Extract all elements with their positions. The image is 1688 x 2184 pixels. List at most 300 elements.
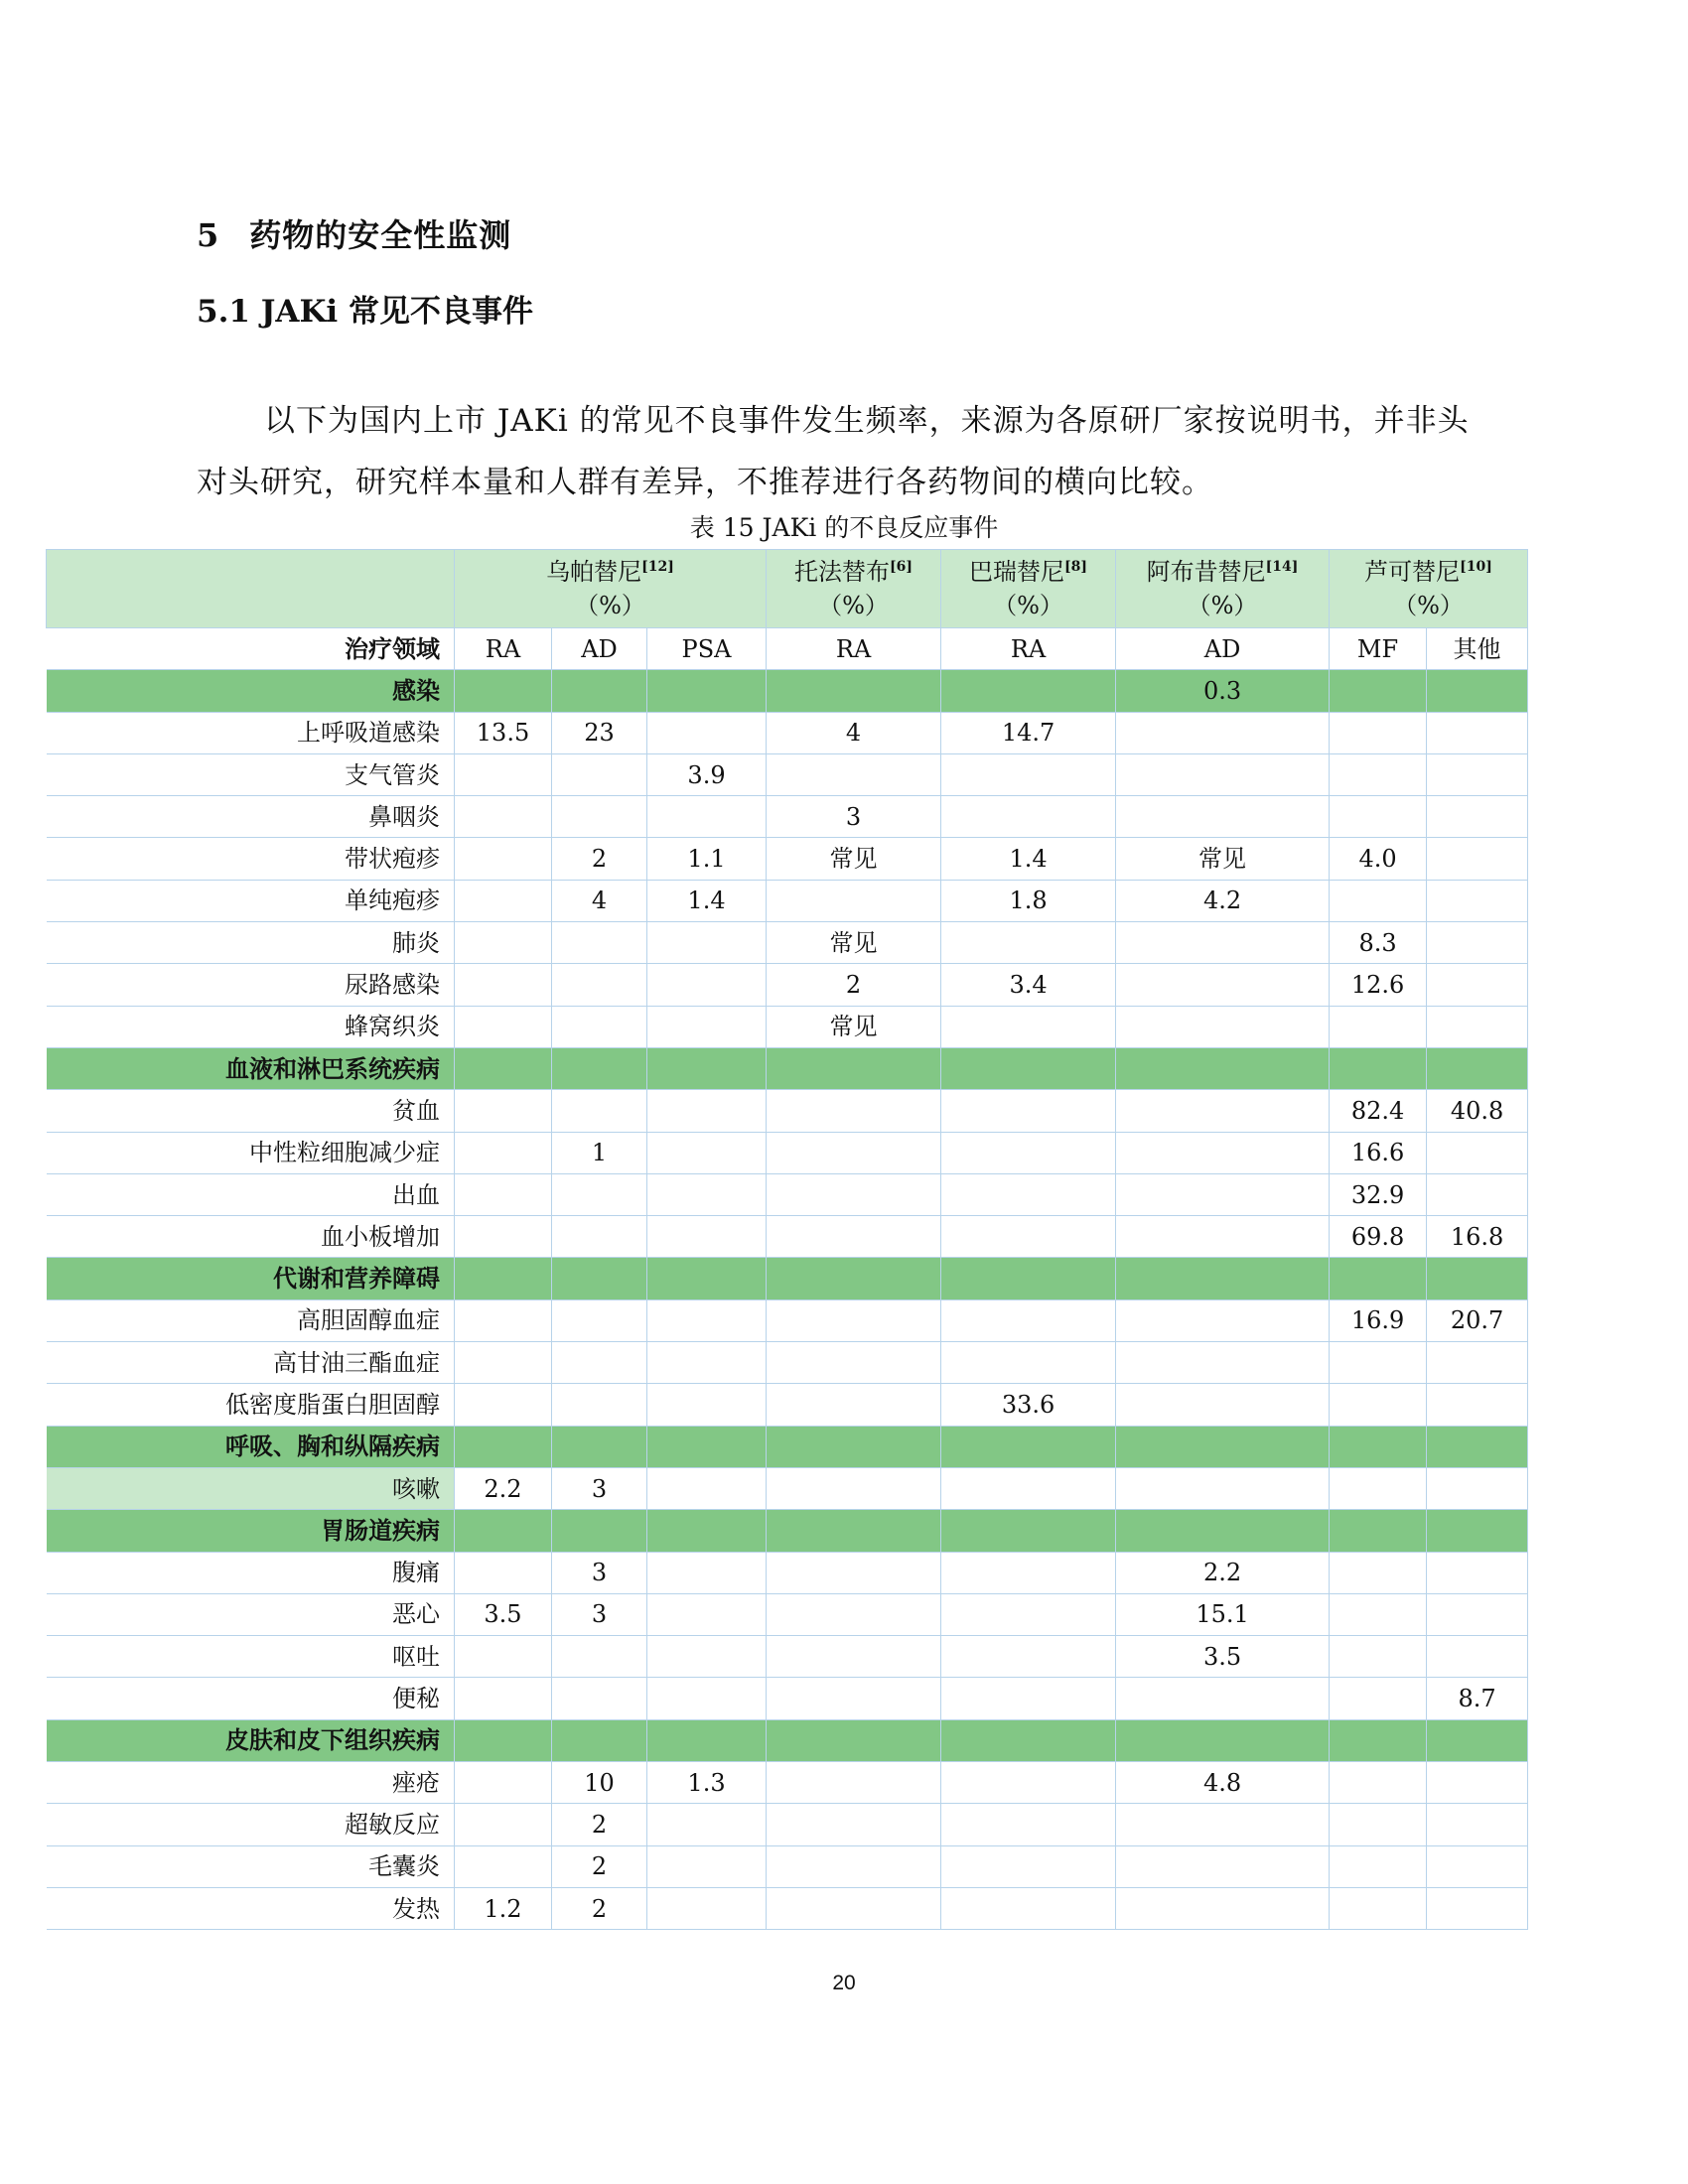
table-cell bbox=[941, 1090, 1116, 1132]
table-cell bbox=[1330, 1384, 1427, 1426]
table-cell bbox=[1427, 712, 1528, 753]
table-cell: 40.8 bbox=[1427, 1090, 1528, 1132]
table-cell bbox=[941, 1719, 1116, 1761]
drug-header-cell bbox=[767, 550, 941, 628]
table-cell bbox=[455, 1762, 552, 1804]
indication-row bbox=[47, 628, 1528, 670]
table-cell bbox=[647, 922, 767, 964]
table-cell bbox=[647, 964, 767, 1006]
drug-reference: [6] bbox=[890, 559, 914, 575]
table-cell bbox=[1427, 796, 1528, 838]
table-cell bbox=[647, 1342, 767, 1384]
table-cell bbox=[455, 1510, 552, 1552]
table-cell bbox=[941, 1845, 1116, 1887]
table-cell bbox=[1330, 712, 1427, 753]
table-cell bbox=[1427, 922, 1528, 964]
table-row bbox=[47, 753, 1528, 795]
table-cell bbox=[647, 712, 767, 753]
drug-name: 巴瑞替尼 bbox=[969, 558, 1065, 586]
table-row bbox=[47, 1132, 1528, 1173]
table-cell bbox=[552, 1090, 647, 1132]
table-row bbox=[47, 922, 1528, 964]
category-row bbox=[47, 1258, 1528, 1299]
indication-label: 治疗领域 bbox=[47, 628, 455, 670]
table-cell: 4 bbox=[552, 880, 647, 921]
section-title: 药物的安全性监测 bbox=[249, 216, 512, 254]
table-cell bbox=[941, 1006, 1116, 1047]
table-cell bbox=[1116, 1845, 1330, 1887]
table-cell bbox=[1116, 1342, 1330, 1384]
table-cell: 4.2 bbox=[1116, 880, 1330, 921]
table-row bbox=[47, 1384, 1528, 1426]
table-cell bbox=[1427, 1173, 1528, 1215]
category-row bbox=[47, 670, 1528, 712]
drug-header-row bbox=[47, 550, 1528, 628]
row-label: 中性粒细胞减少症 bbox=[47, 1132, 455, 1173]
table-cell bbox=[1427, 670, 1528, 712]
table-cell bbox=[1427, 1552, 1528, 1593]
table-cell bbox=[767, 1762, 941, 1804]
table-cell bbox=[767, 880, 941, 921]
row-label: 贫血 bbox=[47, 1090, 455, 1132]
table-cell bbox=[1330, 1845, 1427, 1887]
table-cell: 1.4 bbox=[647, 880, 767, 921]
table-cell: 2.2 bbox=[455, 1467, 552, 1509]
drug-unit: （%） bbox=[575, 592, 645, 619]
table-cell bbox=[767, 1342, 941, 1384]
table-cell bbox=[1330, 1887, 1427, 1929]
table-body bbox=[47, 550, 1528, 1930]
table-cell: 1 bbox=[552, 1132, 647, 1173]
table-cell bbox=[647, 1090, 767, 1132]
table-cell bbox=[1427, 1593, 1528, 1635]
table-cell bbox=[1330, 1258, 1427, 1299]
table-cell bbox=[767, 1719, 941, 1761]
table-cell bbox=[767, 1845, 941, 1887]
table-cell: 32.9 bbox=[1330, 1173, 1427, 1215]
table-cell bbox=[941, 1678, 1116, 1719]
table-cell bbox=[455, 1845, 552, 1887]
drug-unit: （%） bbox=[1393, 592, 1464, 619]
row-label: 蜂窝织炎 bbox=[47, 1006, 455, 1047]
table-cell: 3.5 bbox=[455, 1593, 552, 1635]
table-cell bbox=[1427, 1132, 1528, 1173]
table-cell bbox=[1116, 1426, 1330, 1467]
table-cell: 23 bbox=[552, 712, 647, 753]
table-cell bbox=[941, 1762, 1116, 1804]
table-cell bbox=[1116, 1132, 1330, 1173]
table-cell bbox=[647, 1636, 767, 1678]
table-cell bbox=[1330, 1047, 1427, 1089]
drug-header-cell bbox=[941, 550, 1116, 628]
table-cell: 2 bbox=[767, 964, 941, 1006]
row-label: 低密度脂蛋白胆固醇 bbox=[47, 1384, 455, 1426]
table-cell bbox=[1116, 1090, 1330, 1132]
table-cell: 13.5 bbox=[455, 712, 552, 753]
table-cell bbox=[1116, 1804, 1330, 1845]
table-cell bbox=[552, 1719, 647, 1761]
table-row bbox=[47, 1006, 1528, 1047]
table-cell bbox=[647, 1510, 767, 1552]
table-cell bbox=[1116, 1258, 1330, 1299]
row-label: 带状疱疹 bbox=[47, 838, 455, 880]
section-heading bbox=[197, 210, 511, 256]
category-label: 呼吸、胸和纵隔疾病 bbox=[47, 1426, 455, 1467]
table-cell bbox=[1330, 753, 1427, 795]
table-cell bbox=[941, 1636, 1116, 1678]
table-cell bbox=[1427, 964, 1528, 1006]
table-cell bbox=[552, 1006, 647, 1047]
table-cell bbox=[647, 1467, 767, 1509]
table-cell bbox=[767, 1593, 941, 1635]
table-cell bbox=[1330, 1467, 1427, 1509]
row-label: 腹痛 bbox=[47, 1552, 455, 1593]
table-cell: 1.8 bbox=[941, 880, 1116, 921]
table-cell bbox=[552, 1258, 647, 1299]
table-cell bbox=[1427, 1426, 1528, 1467]
table-cell: 15.1 bbox=[1116, 1593, 1330, 1635]
table-cell bbox=[1116, 1047, 1330, 1089]
indication-cell: RA bbox=[455, 628, 552, 670]
table-cell bbox=[941, 1173, 1116, 1215]
row-label: 发热 bbox=[47, 1887, 455, 1929]
table-cell bbox=[647, 796, 767, 838]
table-cell bbox=[647, 670, 767, 712]
drug-reference: [8] bbox=[1064, 559, 1088, 575]
table-cell bbox=[455, 922, 552, 964]
table-cell: 2 bbox=[552, 1804, 647, 1845]
table-cell bbox=[1427, 1467, 1528, 1509]
table-row bbox=[47, 838, 1528, 880]
row-label: 出血 bbox=[47, 1173, 455, 1215]
table-row bbox=[47, 712, 1528, 753]
table-cell bbox=[455, 1047, 552, 1089]
table-row bbox=[47, 1887, 1528, 1929]
table-cell: 82.4 bbox=[1330, 1090, 1427, 1132]
table-cell bbox=[767, 1132, 941, 1173]
table-cell bbox=[1116, 1299, 1330, 1341]
indication-cell: AD bbox=[552, 628, 647, 670]
table-cell bbox=[1116, 1719, 1330, 1761]
table-cell bbox=[552, 1173, 647, 1215]
row-label: 便秘 bbox=[47, 1678, 455, 1719]
table-cell bbox=[767, 670, 941, 712]
table-cell: 4.0 bbox=[1330, 838, 1427, 880]
category-label: 代谢和营养障碍 bbox=[47, 1258, 455, 1299]
table-cell: 3.5 bbox=[1116, 1636, 1330, 1678]
table-cell bbox=[647, 1299, 767, 1341]
table-cell: 常见 bbox=[1116, 838, 1330, 880]
table-cell bbox=[941, 670, 1116, 712]
table-cell bbox=[1427, 1887, 1528, 1929]
table-cell bbox=[647, 1216, 767, 1258]
row-label: 毛囊炎 bbox=[47, 1845, 455, 1887]
table-cell bbox=[552, 1510, 647, 1552]
category-row bbox=[47, 1719, 1528, 1761]
table-cell: 2 bbox=[552, 838, 647, 880]
row-label: 支气管炎 bbox=[47, 753, 455, 795]
category-label: 皮肤和皮下组织疾病 bbox=[47, 1719, 455, 1761]
table-cell bbox=[941, 1593, 1116, 1635]
drug-name: 托法替布 bbox=[794, 558, 891, 586]
category-label: 感染 bbox=[47, 670, 455, 712]
table-cell bbox=[455, 1636, 552, 1678]
table-cell bbox=[1330, 1510, 1427, 1552]
table-cell bbox=[647, 1552, 767, 1593]
table-cell bbox=[552, 964, 647, 1006]
table-cell bbox=[1427, 1719, 1528, 1761]
adverse-events-table bbox=[46, 549, 1528, 1930]
table-cell: 16.6 bbox=[1330, 1132, 1427, 1173]
table-cell bbox=[941, 796, 1116, 838]
table-cell bbox=[1330, 1719, 1427, 1761]
table-cell bbox=[767, 1299, 941, 1341]
table-cell bbox=[1116, 1467, 1330, 1509]
drug-reference: [10] bbox=[1460, 559, 1492, 575]
table-cell bbox=[767, 1384, 941, 1426]
table-cell bbox=[455, 1552, 552, 1593]
indication-cell: AD bbox=[1116, 628, 1330, 670]
table-cell: 16.8 bbox=[1427, 1216, 1528, 1258]
table-row bbox=[47, 1173, 1528, 1215]
row-label: 血小板增加 bbox=[47, 1216, 455, 1258]
category-row bbox=[47, 1047, 1528, 1089]
header-corner-cell bbox=[47, 550, 455, 628]
table-cell bbox=[941, 1552, 1116, 1593]
table-cell bbox=[941, 1342, 1116, 1384]
table-cell bbox=[1427, 880, 1528, 921]
table-cell bbox=[455, 1384, 552, 1426]
table-cell bbox=[941, 922, 1116, 964]
drug-header-cell bbox=[455, 550, 767, 628]
table-cell bbox=[767, 1887, 941, 1929]
table-cell bbox=[455, 1804, 552, 1845]
table-cell bbox=[941, 1216, 1116, 1258]
table-cell bbox=[647, 1719, 767, 1761]
table-cell bbox=[1116, 1384, 1330, 1426]
table-cell bbox=[941, 1510, 1116, 1552]
table-cell: 3 bbox=[552, 1593, 647, 1635]
table-cell bbox=[647, 1845, 767, 1887]
table-cell: 4 bbox=[767, 712, 941, 753]
table-cell bbox=[455, 1719, 552, 1761]
category-label: 胃肠道疾病 bbox=[47, 1510, 455, 1552]
drug-reference: [12] bbox=[641, 559, 674, 575]
table-cell bbox=[647, 1593, 767, 1635]
table-cell bbox=[1116, 753, 1330, 795]
table-cell bbox=[552, 1047, 647, 1089]
table-cell bbox=[552, 1678, 647, 1719]
table-cell: 20.7 bbox=[1427, 1299, 1528, 1341]
table-cell bbox=[767, 1216, 941, 1258]
row-label: 单纯疱疹 bbox=[47, 880, 455, 921]
table-cell bbox=[1330, 670, 1427, 712]
table-cell: 33.6 bbox=[941, 1384, 1116, 1426]
table-cell bbox=[552, 1299, 647, 1341]
table-cell bbox=[1427, 1510, 1528, 1552]
table-cell: 3 bbox=[552, 1467, 647, 1509]
row-label: 超敏反应 bbox=[47, 1804, 455, 1845]
row-label: 恶心 bbox=[47, 1593, 455, 1635]
table-cell bbox=[767, 753, 941, 795]
table-cell bbox=[767, 1047, 941, 1089]
table-cell bbox=[647, 1426, 767, 1467]
table-cell bbox=[1116, 796, 1330, 838]
table-cell bbox=[1330, 1762, 1427, 1804]
table-cell bbox=[552, 1636, 647, 1678]
table-cell: 常见 bbox=[767, 838, 941, 880]
table-cell bbox=[1427, 1762, 1528, 1804]
table-cell: 12.6 bbox=[1330, 964, 1427, 1006]
section-number: 5 bbox=[197, 216, 220, 254]
table-cell: 8.7 bbox=[1427, 1678, 1528, 1719]
table-cell bbox=[767, 1678, 941, 1719]
table-cell bbox=[455, 1426, 552, 1467]
table-cell bbox=[552, 670, 647, 712]
table-cell bbox=[941, 753, 1116, 795]
table-cell bbox=[1427, 1006, 1528, 1047]
table-cell bbox=[1427, 1804, 1528, 1845]
table-cell bbox=[1116, 922, 1330, 964]
table-cell bbox=[455, 1216, 552, 1258]
table-cell bbox=[767, 1552, 941, 1593]
table-cell: 14.7 bbox=[941, 712, 1116, 753]
table-cell bbox=[1330, 1426, 1427, 1467]
table-cell bbox=[767, 1426, 941, 1467]
table-cell: 1.3 bbox=[647, 1762, 767, 1804]
table-cell bbox=[455, 880, 552, 921]
table-cell bbox=[455, 796, 552, 838]
row-label: 鼻咽炎 bbox=[47, 796, 455, 838]
table-cell: 常见 bbox=[767, 1006, 941, 1047]
table-cell: 10 bbox=[552, 1762, 647, 1804]
row-label: 咳嗽 bbox=[47, 1467, 455, 1509]
table-cell bbox=[552, 922, 647, 964]
indication-cell: RA bbox=[767, 628, 941, 670]
table-cell: 3 bbox=[767, 796, 941, 838]
table-cell bbox=[647, 1132, 767, 1173]
table-cell bbox=[455, 838, 552, 880]
table-cell bbox=[552, 1384, 647, 1426]
row-label: 肺炎 bbox=[47, 922, 455, 964]
table-row bbox=[47, 1593, 1528, 1635]
table-cell bbox=[552, 796, 647, 838]
table-cell bbox=[941, 1467, 1116, 1509]
row-label: 尿路感染 bbox=[47, 964, 455, 1006]
category-row bbox=[47, 1510, 1528, 1552]
table-cell bbox=[552, 1426, 647, 1467]
table-cell bbox=[1116, 1678, 1330, 1719]
drug-header-cell bbox=[1116, 550, 1330, 628]
table-cell: 0.3 bbox=[1116, 670, 1330, 712]
table-cell bbox=[647, 1384, 767, 1426]
table-cell bbox=[941, 1426, 1116, 1467]
table-cell bbox=[767, 1804, 941, 1845]
table-cell bbox=[647, 1887, 767, 1929]
table-cell bbox=[647, 1173, 767, 1215]
table-cell bbox=[1330, 1593, 1427, 1635]
table-cell bbox=[1427, 1047, 1528, 1089]
table-cell bbox=[455, 1173, 552, 1215]
row-label: 痤疮 bbox=[47, 1762, 455, 1804]
table-cell: 常见 bbox=[767, 922, 941, 964]
table-cell bbox=[941, 1299, 1116, 1341]
table-cell bbox=[647, 1678, 767, 1719]
drug-header-cell bbox=[1330, 550, 1528, 628]
row-label: 高甘油三酯血症 bbox=[47, 1342, 455, 1384]
table-cell bbox=[455, 670, 552, 712]
table-cell bbox=[1427, 1636, 1528, 1678]
subsection-heading: 5.1 JAKi 常见不良事件 bbox=[197, 294, 533, 330]
table-cell bbox=[647, 1804, 767, 1845]
table-cell bbox=[455, 1678, 552, 1719]
table-row bbox=[47, 1299, 1528, 1341]
table-cell bbox=[1116, 1006, 1330, 1047]
table-cell: 2.2 bbox=[1116, 1552, 1330, 1593]
table-cell bbox=[941, 1804, 1116, 1845]
indication-cell: MF bbox=[1330, 628, 1427, 670]
indication-cell: PSA bbox=[647, 628, 767, 670]
category-label: 血液和淋巴系统疾病 bbox=[47, 1047, 455, 1089]
table-cell bbox=[1427, 1342, 1528, 1384]
table-cell bbox=[552, 753, 647, 795]
table-cell bbox=[552, 1342, 647, 1384]
drug-unit: （%） bbox=[1187, 592, 1258, 619]
drug-name: 乌帕替尼 bbox=[546, 558, 642, 586]
table-cell bbox=[767, 1510, 941, 1552]
table-cell bbox=[1116, 712, 1330, 753]
table-cell bbox=[1116, 1510, 1330, 1552]
table-cell bbox=[767, 1258, 941, 1299]
table-cell bbox=[552, 1216, 647, 1258]
table-cell bbox=[941, 1047, 1116, 1089]
table-cell bbox=[1116, 1173, 1330, 1215]
table-cell bbox=[941, 1132, 1116, 1173]
table-cell bbox=[941, 1887, 1116, 1929]
table-cell: 3.4 bbox=[941, 964, 1116, 1006]
table-caption: 表 15 JAKi 的不良反应事件 bbox=[689, 513, 999, 542]
table-row bbox=[47, 1216, 1528, 1258]
row-label: 呕吐 bbox=[47, 1636, 455, 1678]
table-cell bbox=[1330, 796, 1427, 838]
table-row bbox=[47, 1467, 1528, 1509]
table-row bbox=[47, 1845, 1528, 1887]
table-row bbox=[47, 1804, 1528, 1845]
table-row bbox=[47, 964, 1528, 1006]
table-cell bbox=[1116, 964, 1330, 1006]
table-row bbox=[47, 796, 1528, 838]
table-cell bbox=[1427, 753, 1528, 795]
table-cell bbox=[1330, 1804, 1427, 1845]
table-cell bbox=[767, 1090, 941, 1132]
table-cell bbox=[647, 1258, 767, 1299]
table-row bbox=[47, 1678, 1528, 1719]
table-cell bbox=[647, 1006, 767, 1047]
table-row bbox=[47, 1552, 1528, 1593]
drug-name: 阿布昔替尼 bbox=[1146, 558, 1266, 586]
table-row bbox=[47, 1762, 1528, 1804]
drug-name: 芦可替尼 bbox=[1364, 558, 1461, 586]
drug-reference: [14] bbox=[1265, 559, 1299, 575]
table-cell bbox=[455, 1342, 552, 1384]
table-cell bbox=[1330, 1552, 1427, 1593]
table-cell bbox=[455, 1299, 552, 1341]
indication-cell: 其他 bbox=[1427, 628, 1528, 670]
table-cell: 3.9 bbox=[647, 753, 767, 795]
table-cell bbox=[1427, 1384, 1528, 1426]
table-cell bbox=[767, 1173, 941, 1215]
table-cell bbox=[1330, 1636, 1427, 1678]
